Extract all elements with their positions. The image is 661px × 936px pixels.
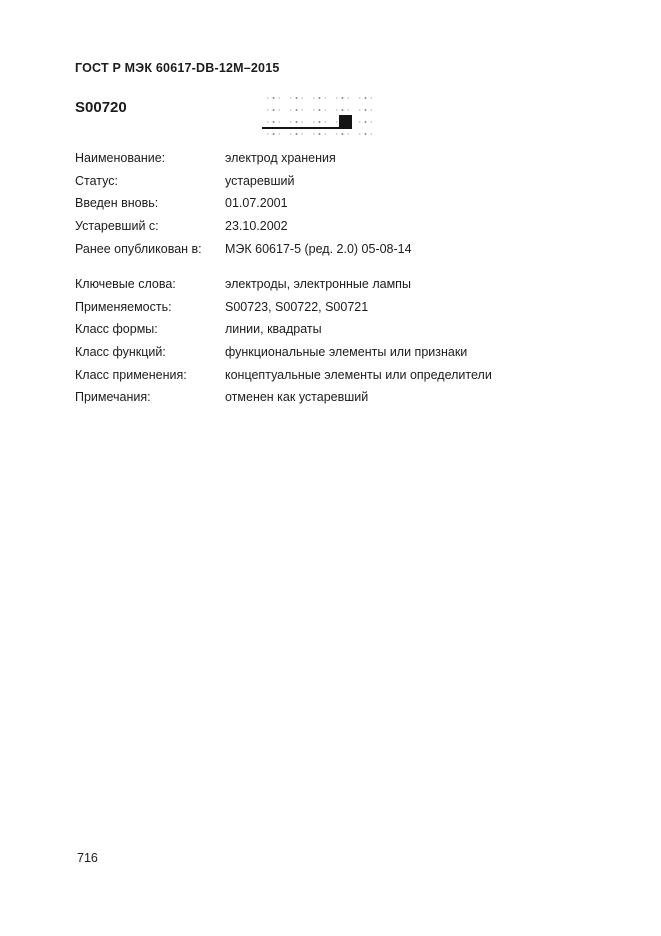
field-value: отменен как устаревший [225, 390, 369, 405]
symbol-id: S00720 [75, 99, 127, 116]
field-row-application-class [75, 364, 595, 387]
field-row-name [75, 147, 595, 170]
field-label: Ранее опубликован в: [75, 241, 202, 256]
field-value: устаревший [225, 173, 295, 188]
field-row-status [75, 170, 595, 193]
storage-electrode-symbol-icon [258, 93, 376, 145]
primary-fields-block [75, 147, 595, 260]
page-number: 716 [77, 851, 98, 865]
field-label: Класс применения: [75, 367, 187, 382]
field-value: МЭК 60617-5 (ред. 2.0) 05-08-14 [225, 241, 412, 256]
field-value: электроды, электронные лампы [225, 277, 411, 291]
field-label: Класс формы: [75, 322, 158, 337]
field-value: электрод хранения [225, 151, 336, 165]
field-row-applicability [75, 296, 595, 319]
field-row-notes [75, 386, 595, 409]
field-value: 01.07.2001 [225, 196, 288, 211]
field-label: Устаревший с: [75, 219, 159, 234]
field-value: концептуальные элементы или определители [225, 367, 492, 382]
standard-title: ГОСТ Р МЭК 60617-DB-12M–2015 [75, 61, 280, 75]
field-label: Наименование: [75, 151, 166, 165]
field-row-reintroduced [75, 192, 595, 215]
field-row-function-class [75, 341, 595, 364]
field-label: Ключевые слова: [75, 277, 176, 291]
field-label: Статус: [75, 173, 118, 188]
field-label: Применяемость: [75, 299, 172, 314]
field-row-keywords [75, 273, 595, 296]
field-row-shape-class [75, 318, 595, 341]
secondary-fields-block [75, 273, 595, 409]
field-label: Класс функций: [75, 345, 166, 360]
field-row-obsolete-since [75, 215, 595, 238]
symbol-electrode-square [339, 115, 352, 128]
field-value: линии, квадраты [225, 322, 322, 337]
field-value: 23.10.2002 [225, 219, 288, 234]
field-row-previously-published [75, 238, 595, 261]
field-label: Примечания: [75, 390, 151, 405]
field-value: функциональные элементы или признаки [225, 345, 468, 360]
field-value: S00723, S00722, S00721 [225, 299, 369, 314]
field-label: Введен вновь: [75, 196, 159, 211]
